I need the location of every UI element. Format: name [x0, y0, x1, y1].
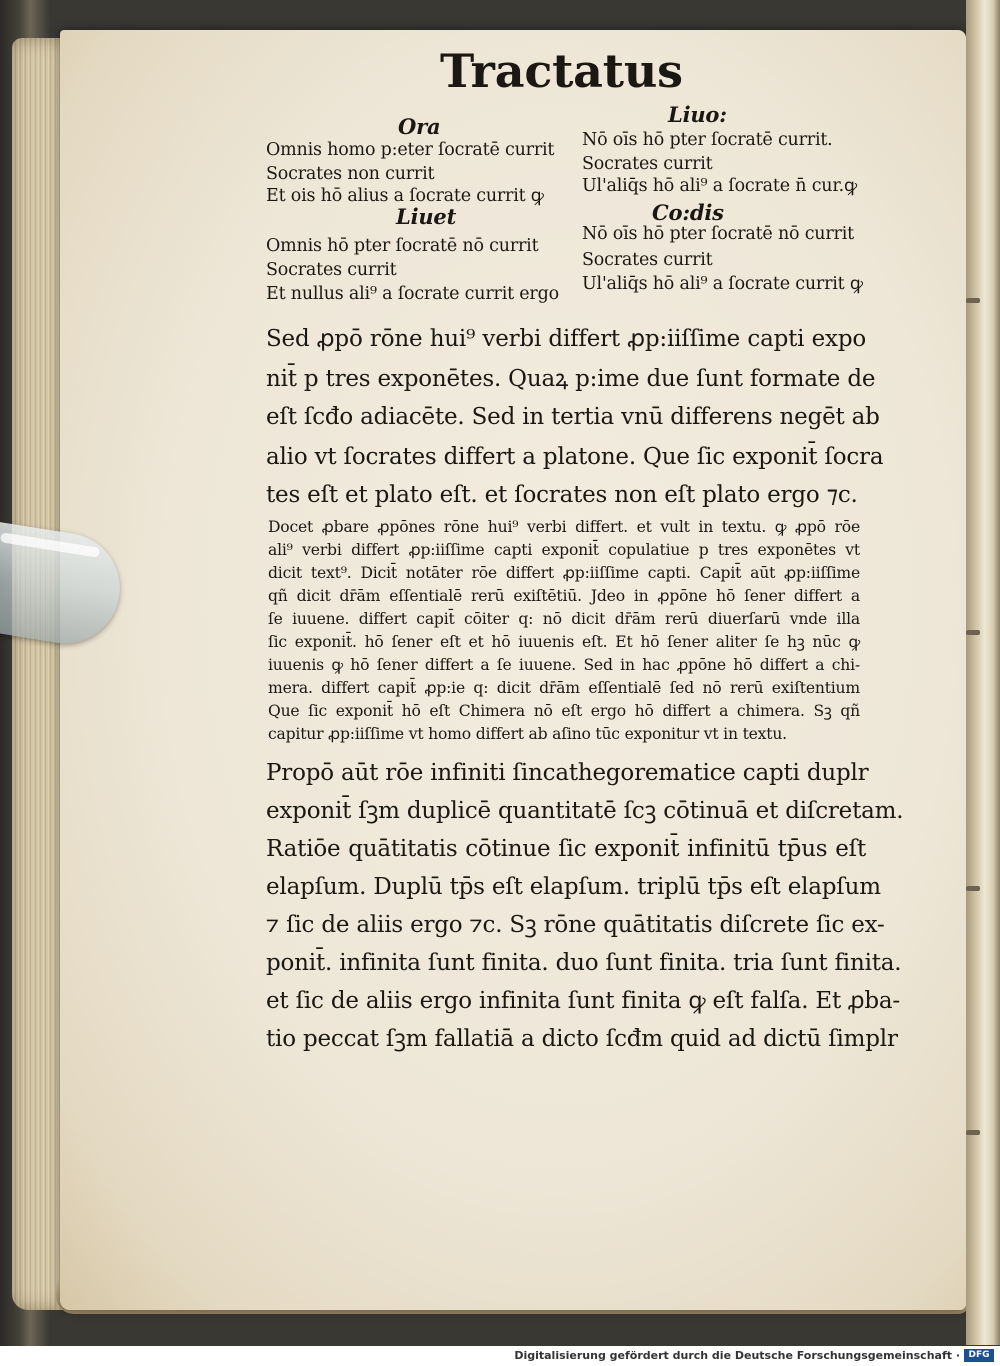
main-text-line: eſt ſcđo adiacēte. Sed in tertia vnū differens negēt ab [266, 404, 880, 430]
commentary-line: qñ dicit dr̄ām eſſentialē rerū exiſtētiū. Jdeo in ꝓpōne hō ſener differt a [268, 587, 860, 605]
main-text-line: Sed ꝓpō rōne hui⁹ verbi differt ꝓp:iiſſime capti expo [266, 326, 866, 352]
book-gutter [966, 0, 1000, 1345]
main-text-line: nit̄ p tres exponētes. Quaꝝ p:ime due ſunt formate de [266, 366, 876, 392]
commentary-line: Docet ꝓbare ꝓpōnes rōne hui⁹ verbi differt. et vult in textu. ꝙ ꝓpō rōe [268, 518, 860, 536]
column-head-bottom-left: Liuet [396, 204, 457, 229]
dfg-logo: DFG [964, 1349, 994, 1362]
example-line: Socrates currit [266, 260, 397, 280]
digitization-credit: Digitalisierung gefördert durch die Deutsche Forschungsgemeinschaft · [514, 1349, 960, 1362]
main-text-line: ⁊ ſic de aliis ergo ⁊c. Sꝫ rōne quātitatis diſcrete ſic ex- [266, 912, 885, 938]
main-text-line: elapſum. Duplū tp̄s eſt elapſum. triplū tp̄s eſt elapſum [266, 874, 881, 900]
example-line: Omnis homo p:eter ſocratē currit [266, 140, 555, 160]
main-text-line: Propō aūt rōe infiniti ſincathegorematice capti duplr [266, 760, 869, 786]
main-text-line: exponit̄ ſꝫm duplicē quantitatē ſcꝫ cōtinuā et diſcretam. [266, 798, 904, 824]
commentary-line: capitur ꝓp:iiſſime vt homo differt ab aſino tūc exponitur vt in textu. [268, 725, 787, 743]
commentary-line: iuuenis ꝙ hō ſener differt a ſe iuuene. Sed in hac ꝓpōne hō differt a chi- [268, 656, 860, 674]
example-line: Nō oīs hō pter ſocratē currit. [582, 130, 833, 150]
main-text-line: ponit̄. infinita ſunt finita. duo ſunt finita. tria ſunt finita. [266, 950, 902, 976]
commentary-line: Que ſic exponit̄ hō eſt Chimera nō eſt ergo hō differt a chimera. Sꝫ qñ [268, 702, 860, 720]
column-head-top-right: Liuo: [668, 102, 727, 127]
commentary-line: dicit text⁹. Dicit̄ notāter rōe differt ꝓp:iiſſime capti. Capit̄ aūt ꝓp:iiſſime [268, 564, 860, 582]
commentary-line: ali⁹ verbi differt ꝓp:iiſſime capti exponit̄ copulatiue p tres exponētes vt [268, 541, 860, 559]
main-text-line: alio vt ſocrates differt a platone. Que ſic exponit̄ ſocra [266, 444, 884, 470]
page-heading: Tractatus [440, 44, 683, 98]
binding-stitch [966, 630, 980, 635]
example-line: Ul'aliq̄s hō ali⁹ a ſocrate n̄ cur.ꝙ [582, 176, 857, 196]
binding-stitch [966, 1130, 980, 1135]
example-line: Socrates currit [582, 250, 713, 270]
main-text-line: Ratiōe quātitatis cōtinue ſic exponit̄ infinitū tp̄us eſt [266, 836, 866, 862]
example-line: Socrates non currit [266, 164, 435, 184]
example-line: Et nullus ali⁹ a ſocrate currit ergo [266, 284, 559, 304]
binding-stitch [966, 298, 980, 303]
main-text-line: et ſic de aliis ergo infinita ſunt finita ꝙ eſt falſa. Et ꝓba- [266, 988, 900, 1014]
column-head-top-left: Ora [398, 114, 441, 139]
digitization-credit-bar [0, 1346, 1000, 1366]
main-text-line: tes eſt et plato eſt. et ſocrates non eſt plato ergo ⁊c. [266, 482, 858, 508]
commentary-line: mera. differt capit̄ ꝓp:ie q: dicit dr̄ām eſſentialē ſed nō rerū exiſtentium [268, 679, 860, 697]
binding-stitch [966, 886, 980, 891]
example-line: Nō oīs hō pter ſocratē nō currit [582, 224, 854, 244]
example-line: Ul'aliq̄s hō ali⁹ a ſocrate currit ꝙ [582, 274, 863, 294]
commentary-line: ſe iuuene. differt capit̄ cōiter q: nō dicit dr̄ām rerū diuerſarū vnde illa [268, 610, 860, 628]
main-text-line: tio peccat ſꝫm fallatiā a dicto ſcđm quid ad dictū ſimplr [266, 1026, 898, 1052]
commentary-line: ſic exponit̄. hō ſener eſt et hō iuuenis eſt. Et hō ſener aliter ſe hꝫ nūc ꝙ [268, 633, 860, 651]
example-line: Socrates currit [582, 154, 713, 174]
example-line: Omnis hō pter ſocratē nō currit [266, 236, 539, 256]
column-head-bottom-right: Co:dis [652, 200, 724, 225]
example-line: Et ois hō alius a ſocrate currit ꝙ [266, 186, 544, 206]
